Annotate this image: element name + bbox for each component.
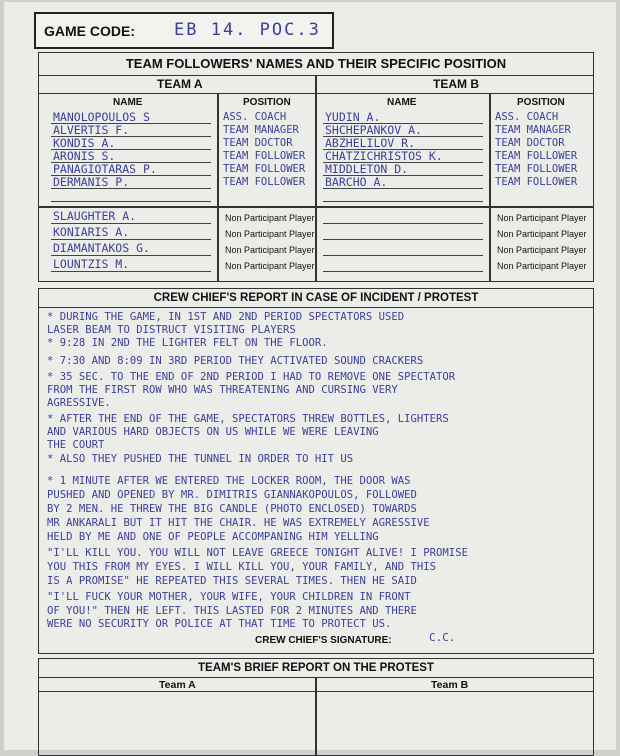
team-b-follower-position: ASS. COACH — [495, 111, 559, 123]
report-line: LASER BEAM TO DISTRUCT VISITING PLAYERS — [47, 324, 296, 336]
followers-title: TEAM FOLLOWERS' NAMES AND THEIR SPECIFIC POSITION — [39, 53, 593, 76]
row-line — [51, 255, 211, 256]
row-line — [51, 201, 211, 202]
team-a-follower-position: TEAM FOLLOWER — [223, 176, 306, 188]
team-b-follower-name: ABZHELILOV R. — [325, 136, 416, 150]
row-line — [323, 201, 483, 202]
team-a-follower-position: TEAM FOLLOWER — [223, 150, 306, 162]
npp-label: Non Participant Player — [497, 261, 587, 271]
team-a-follower-name: KONDIS A. — [53, 136, 116, 150]
signature-value: C.C. — [429, 631, 456, 644]
team-followers-section — [38, 52, 594, 282]
team-a-follower-name: MANOLOPOULOS S — [53, 110, 150, 124]
team-b-follower-position: TEAM FOLLOWER — [495, 176, 578, 188]
divider — [315, 75, 317, 281]
team-a-follower-position: TEAM FOLLOWER — [223, 163, 306, 175]
crew-chief-report-section — [38, 288, 594, 654]
report-line: AGRESSIVE. — [47, 397, 111, 409]
team-a-position-header: POSITION — [243, 97, 291, 108]
team-a-npp-name: DIAMANTAKOS G. — [53, 241, 150, 255]
team-b-follower-position: TEAM FOLLOWER — [495, 150, 578, 162]
team-b-follower-name: BARCHO A. — [325, 175, 388, 189]
brief-team-b-label: Team B — [431, 679, 469, 691]
divider — [315, 677, 317, 755]
row-line — [323, 239, 483, 240]
team-a-follower-position: TEAM DOCTOR — [223, 137, 293, 149]
divider — [39, 691, 593, 692]
team-a-npp-name: KONIARIS A. — [53, 225, 130, 239]
team-b-header: TEAM B — [433, 77, 479, 91]
brief-team-a-label: Team A — [159, 679, 196, 691]
divider — [489, 93, 491, 281]
npp-label: Non Participant Player — [225, 245, 315, 255]
team-b-follower-name: CHATZICHRISTOS K. — [325, 149, 443, 163]
npp-label: Non Participant Player — [497, 245, 587, 255]
report-line: PUSHED AND OPENED BY MR. DIMITRIS GIANNAKOPOULOS, FOLLOWED — [47, 489, 417, 501]
team-b-follower-name: YUDIN A. — [325, 110, 381, 124]
team-a-follower-position: ASS. COACH — [223, 111, 287, 123]
report-line: MR ANKARALI BUT IT HIT THE CHAIR. HE WAS EXTREMELY AGRESSIVE — [47, 517, 430, 529]
report-title: CREW CHIEF'S REPORT IN CASE OF INCIDENT / PROTEST — [39, 289, 593, 308]
team-brief-report-section — [38, 658, 594, 756]
team-b-follower-position: TEAM DOCTOR — [495, 137, 565, 149]
report-line: WERE NO SECURITY OR POLICE AT THAT TIME TO PROTECT US. — [47, 618, 392, 630]
npp-label: Non Participant Player — [497, 229, 587, 239]
row-line — [51, 223, 211, 224]
report-line: "I'LL FUCK YOUR MOTHER, YOUR WIFE, YOUR CHILDREN IN FRONT — [47, 591, 411, 603]
team-a-follower-name: DERMANIS P. — [53, 175, 130, 189]
report-line: * 35 SEC. TO THE END OF 2ND PERIOD I HAD TO REMOVE ONE SPECTATOR — [47, 371, 456, 383]
npp-label: Non Participant Player — [497, 213, 587, 223]
report-line: IS A PROMISE" HE REPEATED THIS SEVERAL TIMES. THEN HE SAID — [47, 575, 417, 587]
divider — [39, 206, 593, 208]
report-line: * ALSO THEY PUSHED THE TUNNEL IN ORDER TO HIT US — [47, 453, 354, 465]
team-a-name-header: NAME — [113, 97, 143, 108]
row-line — [51, 239, 211, 240]
npp-label: Non Participant Player — [225, 213, 315, 223]
npp-label: Non Participant Player — [225, 261, 315, 271]
team-b-name-header: NAME — [387, 97, 417, 108]
report-line: BY 2 MEN. HE THREW THE BIG CANDLE (PHOTO ENCLOSED) TOWARDS — [47, 503, 417, 515]
row-line — [323, 271, 483, 272]
report-line: * 1 MINUTE AFTER WE ENTERED THE LOCKER ROOM, THE DOOR WAS — [47, 475, 411, 487]
row-line — [323, 223, 483, 224]
report-line: YOU THIS FROM MY EYES. I WILL KILL YOU, YOUR FAMILY, AND THIS — [47, 561, 437, 573]
game-code-label: GAME CODE: — [44, 23, 135, 39]
report-line: AND VARIOUS HARD OBJECTS ON US WHILE WE WERE LEAVING — [47, 426, 379, 438]
team-a-header: TEAM A — [157, 77, 203, 91]
report-line: "I'LL KILL YOU. YOU WILL NOT LEAVE GREECE TONIGHT ALIVE! I PROMISE — [47, 547, 468, 559]
report-line: HELD BY ME AND ONE OF PEOPLE ACCOMPANING HIM YELLING — [47, 531, 379, 543]
report-line: * DURING THE GAME, IN 1ST AND 2ND PERIOD SPECTATORS USED — [47, 311, 405, 323]
report-line: * 9:28 IN 2ND THE LIGHTER FELT ON THE FLOOR. — [47, 337, 328, 349]
team-b-follower-name: SHCHEPANKOV A. — [325, 123, 422, 137]
report-line: * AFTER THE END OF THE GAME, SPECTATORS THREW BOTTLES, LIGHTERS — [47, 413, 449, 425]
team-a-follower-name: ARONIS S. — [53, 149, 116, 163]
divider — [217, 93, 219, 281]
team-a-follower-name: PANAGIOTARAS P. — [53, 162, 157, 176]
row-line — [323, 255, 483, 256]
team-a-npp-name: LOUNTZIS M. — [53, 257, 130, 271]
team-a-follower-name: ALVERTIS F. — [53, 123, 130, 137]
game-code-box — [34, 12, 334, 49]
report-line: FROM THE FIRST ROW WHO WAS THREATENING AND CURSING VERY — [47, 384, 398, 396]
npp-label: Non Participant Player — [225, 229, 315, 239]
game-code-value: EB 14. POC.3 — [174, 20, 321, 40]
team-b-position-header: POSITION — [517, 97, 565, 108]
brief-title: TEAM'S BRIEF REPORT ON THE PROTEST — [39, 659, 593, 678]
signature-label: CREW CHIEF'S SIGNATURE: — [255, 635, 392, 646]
report-line: OF YOU!" THEN HE LEFT. THIS LASTED FOR 2 MINUTES AND THERE — [47, 605, 417, 617]
team-b-follower-name: MIDDLETON D. — [325, 162, 409, 176]
team-a-follower-position: TEAM MANAGER — [223, 124, 299, 136]
score-sheet-page — [4, 2, 616, 750]
team-b-follower-position: TEAM MANAGER — [495, 124, 571, 136]
report-line: THE COURT — [47, 439, 105, 451]
row-line — [51, 271, 211, 272]
report-line: * 7:30 AND 8:09 IN 3RD PERIOD THEY ACTIVATED SOUND CRACKERS — [47, 355, 424, 367]
team-b-follower-position: TEAM FOLLOWER — [495, 163, 578, 175]
team-a-npp-name: SLAUGHTER A. — [53, 209, 137, 223]
